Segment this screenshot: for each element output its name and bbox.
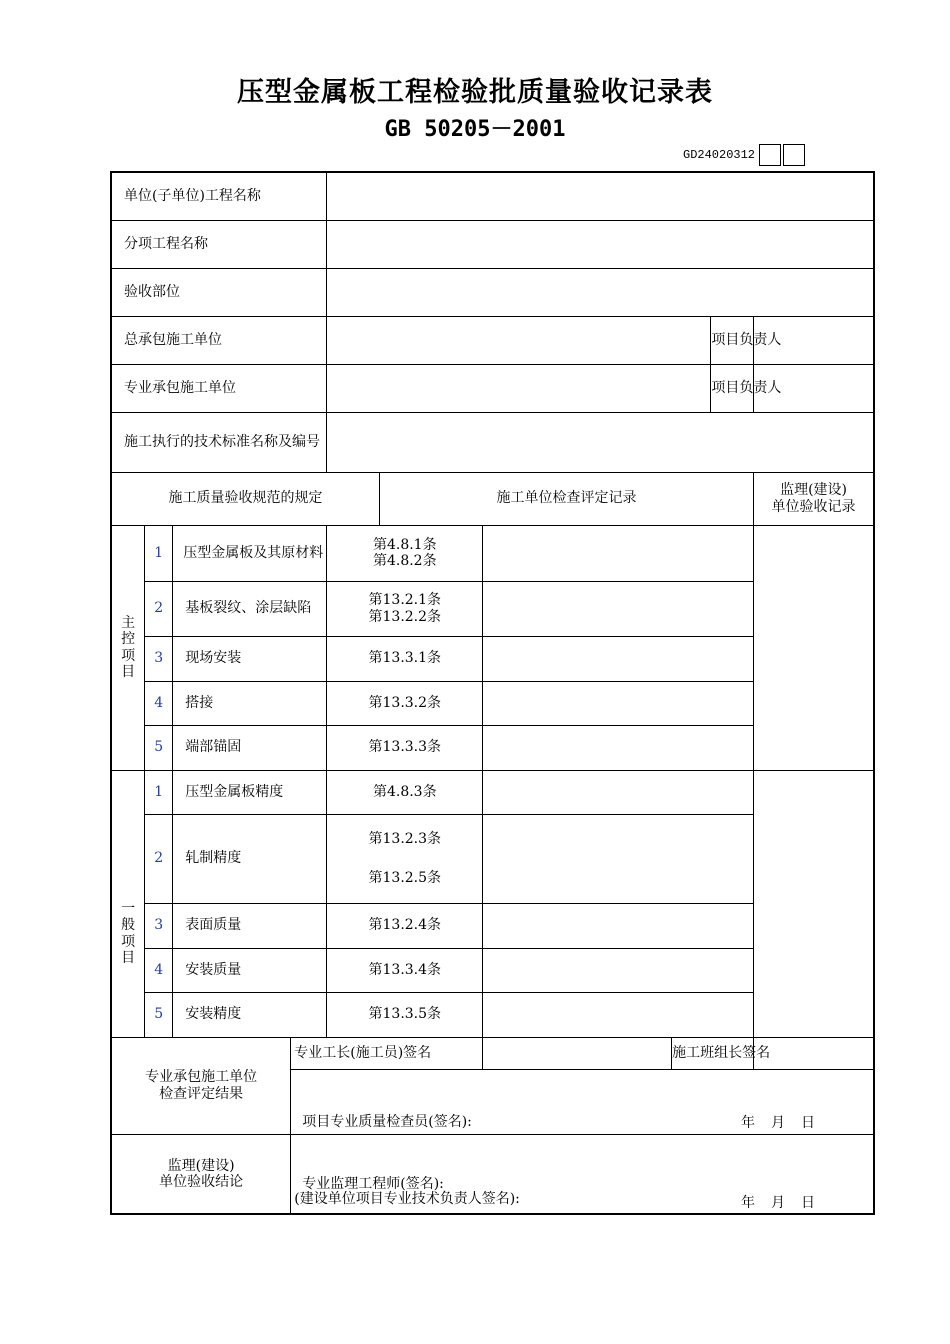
supervision-date (725, 1195, 815, 1211)
supervision-record-main[interactable] (754, 525, 874, 770)
general-contractor-value[interactable] (327, 316, 711, 364)
sub-project-name-label: 分项工程名称 (111, 220, 327, 268)
item-name: 压型金属板及其原材料 (173, 525, 327, 581)
supervision-header-line2: 单位验收记录 (771, 498, 856, 515)
general-contractor-label: 总承包施工单位 (111, 316, 327, 364)
check-record-cell[interactable] (483, 814, 754, 903)
clause-text: 第13.2.3条 (368, 831, 442, 848)
date-day: 日 (801, 1115, 815, 1132)
general-char: 目 (121, 949, 136, 966)
acceptance-part-label: 验收部位 (111, 268, 327, 316)
item-number: 5 (145, 992, 173, 1037)
page-title: 压型金属板工程检验批质量验收记录表 (237, 77, 713, 108)
supervision-conclusion-label (111, 1134, 291, 1214)
item-clause: 第13.2.4条 (327, 903, 483, 948)
general-char: 般 (121, 917, 136, 934)
contractor-date (725, 1115, 815, 1131)
check-record-cell[interactable] (483, 581, 754, 636)
main-control-char: 目 (121, 663, 136, 680)
spec-column-header: 施工质量验收规范的规定 (111, 472, 380, 525)
check-record-cell[interactable] (483, 681, 754, 725)
unit-project-name-label: 单位(子单位)工程名称 (111, 172, 327, 220)
check-record-cell[interactable] (483, 770, 754, 814)
item-name: 表面质量 (173, 903, 327, 948)
main-control-label (111, 525, 145, 770)
clause-text: 第4.8.2条 (372, 553, 437, 569)
item-number: 2 (145, 814, 173, 903)
item-number: 1 (145, 525, 173, 581)
item-clause: 第4.8.3条 (327, 770, 483, 814)
specialty-contractor-label: 专业承包施工单位 (111, 364, 327, 412)
form-code-area (683, 143, 805, 167)
check-record-column-header: 施工单位检查评定记录 (380, 472, 754, 525)
item-number: 3 (145, 636, 173, 681)
item-name: 端部锚固 (173, 725, 327, 770)
clause-text: 第13.2.5条 (368, 869, 442, 886)
inspector-sign-area[interactable] (291, 1069, 874, 1134)
form-code-box-2[interactable] (783, 144, 805, 166)
item-clause (327, 525, 483, 581)
date-month: 月 (771, 1115, 785, 1132)
main-control-char: 控 (121, 631, 136, 648)
item-clause (327, 814, 483, 903)
tech-standard-label: 施工执行的技术标准名称及编号 (111, 412, 327, 472)
item-name: 现场安装 (173, 636, 327, 681)
project-manager-label-2: 项目负责人 (711, 364, 754, 412)
supervision-header-line1: 监理(建设) (780, 482, 848, 499)
unit-project-name-value[interactable] (327, 172, 874, 220)
sub-project-name-value[interactable] (327, 220, 874, 268)
check-record-cell[interactable] (483, 636, 754, 681)
supervision-column-header (754, 472, 874, 525)
item-number: 5 (145, 725, 173, 770)
general-char: 一 (121, 901, 136, 918)
item-number: 2 (145, 581, 173, 636)
item-name: 搭接 (173, 681, 327, 725)
contractor-result-label (111, 1037, 291, 1134)
form-code-box-1[interactable] (759, 144, 781, 166)
inspector-sign-label: 项目专业质量检查员(签名): (302, 1114, 472, 1131)
item-clause: 第13.3.3条 (327, 725, 483, 770)
general-char: 项 (121, 933, 136, 950)
clause-text: 第13.2.2条 (368, 608, 442, 625)
supervision-conclusion-line2: 单位验收结论 (159, 1173, 244, 1190)
engineer-sign-label: 专业监理工程师(签名): (302, 1175, 444, 1192)
check-record-cell[interactable] (483, 725, 754, 770)
item-name: 基板裂纹、涂层缺陷 (173, 581, 327, 636)
item-number: 4 (145, 948, 173, 992)
item-number: 3 (145, 903, 173, 948)
team-leader-sign-value[interactable] (754, 1037, 874, 1069)
contractor-result-label-line2: 检查评定结果 (159, 1085, 244, 1102)
acceptance-record-table (110, 171, 875, 1215)
supervision-record-general[interactable] (754, 770, 874, 1037)
item-name: 安装精度 (173, 992, 327, 1037)
item-clause: 第13.3.1条 (327, 636, 483, 681)
item-name: 压型金属板精度 (173, 770, 327, 814)
supervision-conclusion-line1: 监理(建设) (167, 1157, 235, 1174)
clause-text: 第13.2.1条 (368, 592, 442, 609)
item-clause (327, 581, 483, 636)
standard-code: GB 50205－2001 (384, 117, 566, 142)
foreman-sign-label: 专业工长(施工员)签名 (291, 1037, 483, 1069)
general-items-label (111, 770, 145, 1037)
tech-standard-value[interactable] (327, 412, 874, 472)
item-number: 4 (145, 681, 173, 725)
date-month: 月 (771, 1194, 785, 1211)
item-clause: 第13.3.2条 (327, 681, 483, 725)
project-manager-label-1: 项目负责人 (711, 316, 754, 364)
contractor-result-label-line1: 专业承包施工单位 (145, 1069, 258, 1086)
check-record-cell[interactable] (483, 525, 754, 581)
form-code: GD24020312 (683, 148, 756, 162)
date-year: 年 (741, 1194, 755, 1211)
supervision-sign-area[interactable] (291, 1134, 874, 1214)
specialty-contractor-value[interactable] (327, 364, 711, 412)
item-name: 轧制精度 (173, 814, 327, 903)
owner-sign-label: (建设单位项目专业技术负责人签名): (294, 1190, 520, 1207)
date-year: 年 (741, 1115, 755, 1132)
acceptance-part-value[interactable] (327, 268, 874, 316)
item-name: 安装质量 (173, 948, 327, 992)
main-control-char: 主 (121, 615, 136, 632)
item-clause: 第13.3.5条 (327, 992, 483, 1037)
check-record-cell[interactable] (483, 992, 754, 1037)
item-clause: 第13.3.4条 (327, 948, 483, 992)
check-record-cell[interactable] (483, 903, 754, 948)
foreman-sign-value[interactable] (483, 1037, 672, 1069)
date-day: 日 (801, 1194, 815, 1211)
item-number: 1 (145, 770, 173, 814)
team-leader-sign-label: 施工班组长签名 (672, 1037, 754, 1069)
main-control-char: 项 (121, 647, 136, 664)
clause-text: 第4.8.1条 (372, 536, 437, 553)
check-record-cell[interactable] (483, 948, 754, 992)
